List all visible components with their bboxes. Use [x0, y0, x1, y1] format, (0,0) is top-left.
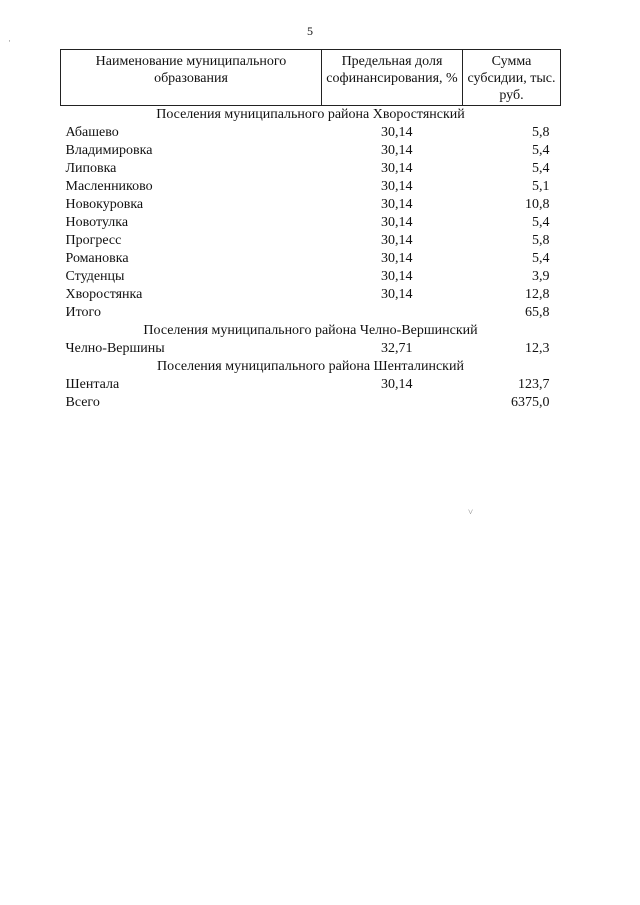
subsidy-table — [60, 49, 561, 412]
subsidy-amount: 5,1 — [532, 179, 550, 194]
table-body — [61, 106, 561, 413]
scan-speck: · — [8, 36, 11, 46]
section-label: Поселения муниципального района Шенталинский — [157, 359, 464, 374]
table-row — [61, 394, 561, 412]
table-row — [61, 214, 561, 232]
municipality-name: Прогресс — [65, 233, 122, 248]
subsidy-amount: 5,8 — [532, 233, 550, 248]
municipality-name: Шентала — [65, 377, 120, 392]
municipality-name: Всего — [65, 395, 100, 410]
table-row — [61, 160, 561, 178]
table-row — [61, 232, 561, 250]
subsidy-amount: 5,4 — [532, 161, 550, 176]
subsidy-amount: 5,4 — [532, 251, 550, 266]
table-row — [61, 376, 561, 394]
municipality-name: Новокуровка — [65, 197, 144, 212]
section-header-row — [61, 322, 561, 340]
cofinancing-share — [322, 304, 463, 322]
subsidy-amount: 123,7 — [518, 377, 550, 392]
subsidy-amount: 10,8 — [525, 197, 550, 212]
scan-speck: ˅ — [468, 507, 474, 517]
subsidy-amount: 12,3 — [525, 341, 550, 356]
table-row — [61, 304, 561, 322]
subsidy-amount: 6375,0 — [511, 395, 550, 410]
cofinancing-share: 30,14 — [381, 287, 413, 302]
header-share: Предельная доля софинансирования, % — [322, 50, 463, 106]
cofinancing-share: 30,14 — [381, 143, 413, 158]
subsidy-amount: 65,8 — [525, 305, 550, 320]
cofinancing-share: 30,14 — [381, 179, 413, 194]
cofinancing-share: 30,14 — [381, 233, 413, 248]
table-row — [61, 124, 561, 142]
municipality-name: Студенцы — [65, 269, 125, 284]
municipality-name: Абашево — [65, 125, 119, 140]
municipality-name: Масленниково — [65, 179, 153, 194]
municipality-name: Липовка — [65, 161, 117, 176]
table-row — [61, 340, 561, 358]
municipality-name: Новотулка — [65, 215, 129, 230]
cofinancing-share: 30,14 — [381, 377, 413, 392]
section-label: Поселения муниципального района Хворостянский — [156, 107, 465, 122]
section-header-row — [61, 358, 561, 376]
cofinancing-share: 32,71 — [381, 341, 413, 356]
cofinancing-share — [322, 394, 463, 412]
header-name: Наименование муниципального образования — [61, 50, 322, 106]
table-row — [61, 250, 561, 268]
header-amount: Сумма субсидии, тыс. руб. — [463, 50, 561, 106]
cofinancing-share: 30,14 — [381, 215, 413, 230]
section-header-row — [61, 106, 561, 125]
cofinancing-share: 30,14 — [381, 197, 413, 212]
subsidy-amount: 5,8 — [532, 125, 550, 140]
municipality-name: Владимировка — [65, 143, 153, 158]
subsidy-amount: 12,8 — [525, 287, 550, 302]
page-number: 5 — [307, 24, 313, 38]
subsidy-amount: 5,4 — [532, 143, 550, 158]
section-label: Поселения муниципального района Челно-Вершинский — [143, 323, 478, 338]
subsidy-amount: 3,9 — [532, 269, 550, 284]
municipality-name: Романовка — [65, 251, 129, 266]
municipality-name: Итого — [65, 305, 101, 320]
cofinancing-share: 30,14 — [381, 269, 413, 284]
cofinancing-share: 30,14 — [381, 161, 413, 176]
subsidy-amount: 5,4 — [532, 215, 550, 230]
table-row — [61, 196, 561, 214]
table-header-row — [61, 50, 561, 106]
table-row — [61, 286, 561, 304]
cofinancing-share: 30,14 — [381, 251, 413, 266]
table-row — [61, 268, 561, 286]
municipality-name: Челно-Вершины — [65, 341, 165, 356]
table-row — [61, 178, 561, 196]
cofinancing-share: 30,14 — [381, 125, 413, 140]
municipality-name: Хворостянка — [65, 287, 143, 302]
table-row — [61, 142, 561, 160]
